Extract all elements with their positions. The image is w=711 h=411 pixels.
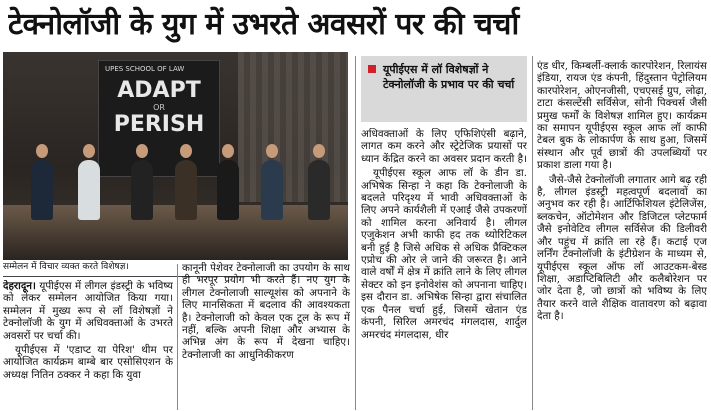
- paragraph: [3, 280, 173, 342]
- headline: टेक्नोलॉजी के युग में उभरते अवसरों पर की चर्चा: [8, 7, 519, 42]
- column-divider: [532, 56, 533, 410]
- panelist: [308, 160, 330, 220]
- screen-title-perish: PERISH: [113, 112, 205, 137]
- panelist-head: [180, 144, 192, 158]
- column-divider: [177, 264, 178, 410]
- column-2: [182, 262, 350, 410]
- wall-panels: [238, 52, 348, 202]
- paragraph: जैसे-जैसे टेक्नोलॉजी लगातार आगे बढ़ रही है, लीगल इंडस्ट्री महत्वपूर्ण बदलावों का अनुभव कर रही है। आर्टिफिशियल इंटेलिजेंस, ब्लकचेन, ऑटोमेशन और डिजिटल प्लेटफार्म जैसे इनोवेटिव लीगल सर्विसेज की डिलीवरी और पहुंच में क्रांति ला रहे हैं। कटाई एज लर्निंग टेक्नोलॉजी के इंटीग्रेशन के माध्यम से, यूपीईएस स्कूल ऑफ लॉ आउटकम-बेस्ड शिक्षा, अडाप्टिबिलिटी और कलैबोरेशन पर जोर देता है, जो छात्रों को भविष्य के लिए तैयार करने वाले शैक्षिक वातावरण को बढ़ावा देता है।: [537, 173, 707, 323]
- panelist-head: [136, 144, 148, 158]
- paragraph: एंड धीर, किम्बर्ली-क्लार्क कारपोरेशन, रिलायंस इंडिया, रायज एंड कंपनी, हिंदुस्तान पेट्रोलियम कारपोरेशन, ओएनजीसी, एचएसई ग्रुप, लोढ़ा, टाटा कंसल्टेंसी सर्विसेज, सोनी पिक्चर्स जैसी प्रमुख फर्मों के विशेषज्ञ शामिल हुए। कार्यक्रम का समापन यूपीईएस स्कूल आफ लॉ काफी टेबल बुक के लोकार्पण के साथ हुआ, जिसमें संस्थान और पूर्व छात्रों की उपलब्धियों पर प्रकाश डाला गया है।: [537, 60, 707, 172]
- panelist-head: [83, 144, 95, 158]
- panelist: [78, 160, 100, 220]
- screen-or: OR: [153, 103, 165, 112]
- pull-quote: [361, 56, 527, 122]
- bullet-square-icon: [368, 65, 376, 73]
- paragraph: कानूनी पेशेवर टेक्नोलाजी का उपयोग के साथ ही भरपूर प्रयोग भी करते हैं। नए युग के लीगल टेक्नोलाजी साल्यूशंस को अपनाने के लिए मानसिकता में बदलाव की आवश्यकता है। टेक्नोलाजी को केवल एक टूल के रूप में नहीं, बल्कि अपनी शिक्षा और अभ्यास के अभिन्न अंग के रूप में देखना चाहिए। टेक्नोलाजी का आधुनिकीकरण: [182, 262, 350, 361]
- paragraph: अधिवक्ताओं के लिए एफिशिएंसी बढ़ाने, लागत कम करने और स्ट्रेटेजिक प्रयासों पर ध्यान केंद्रित करने का अवसर प्रदान करती है।: [361, 128, 527, 165]
- event-photo: [3, 52, 348, 260]
- column-1: [3, 280, 173, 408]
- panelist: [131, 160, 153, 220]
- panelist-head: [266, 144, 278, 158]
- pull-quote-text: यूपीईएस में लॉ विशेषज्ञों ने टेक्नोलॉजी के प्रभाव पर की चर्चा: [383, 63, 515, 91]
- column-3: [361, 128, 527, 410]
- panelist: [175, 160, 197, 220]
- panelist: [217, 160, 239, 220]
- panelist: [31, 160, 53, 220]
- panelist-head: [36, 144, 48, 158]
- screen-title-adapt: ADAPT: [117, 78, 201, 103]
- backdrop-screen: [98, 60, 220, 177]
- panelist-head: [222, 144, 234, 158]
- photo-caption: सम्मेलन में विचार व्यक्त करते विशेषज्ञ।: [3, 262, 129, 272]
- panelist-head: [313, 144, 325, 158]
- paragraph: यूपीईएस स्कूल आफ लॉ के डीन डा. अभिषेक सिन्हा ने कहा कि टेक्नोलाजी के बदलते परिदृश्य में भावी अधिवक्ताओं के लिए अपने कार्यशैली में एआई जैसे उपकरणों को शामिल करना अनिवार्य है। लीगल एजुकेशन अभी काफी हद तक थ्योरिटिकल बनी हुई है जिसे अधिक से अधिक प्रैक्टिकल एप्रोच की ओर ले जाने की जरूरत है। आने वाले वर्षों में क्षेत्र में क्रांति लाने के लिए लीगल सेक्टर को इन इनोवेशंस को अपनाना चाहिए। इस दौरान डा. अभिषेक सिन्हा द्वारा संचालित एक पैनल चर्चा हुई, जिसमें खेतान एंड कंपनी, सिरिल अमरचंद मंगलदास, शार्दुल अमरचंद मंगलदास, धीर: [361, 167, 527, 341]
- paragraph: यूपीईएस में 'एडाप्ट या पेरिश' थीम पर आयोजित कार्यक्रम बाम्बे बार एसोसिएशन के अध्यक्ष नितिन ठक्कर ने कहा कि युवा: [3, 344, 173, 381]
- screen-logo: UPES SCHOOL OF LAW: [105, 65, 185, 73]
- column-4: [537, 60, 707, 410]
- paragraph-text: यूपीईएस में लीगल इंडस्ट्री के भविष्य को लेकर सम्मेलन आयोजित किया गया। सम्मेलन में मुख्य रूप से लॉ विशेषज्ञों ने टेक्नोलॉजी के युग में अधिवक्ताओं के उभरते अवसरों पर चर्चा की।: [3, 280, 173, 342]
- dateline: देहरादून।: [3, 280, 36, 292]
- column-divider: [355, 56, 356, 410]
- panelist: [261, 160, 283, 220]
